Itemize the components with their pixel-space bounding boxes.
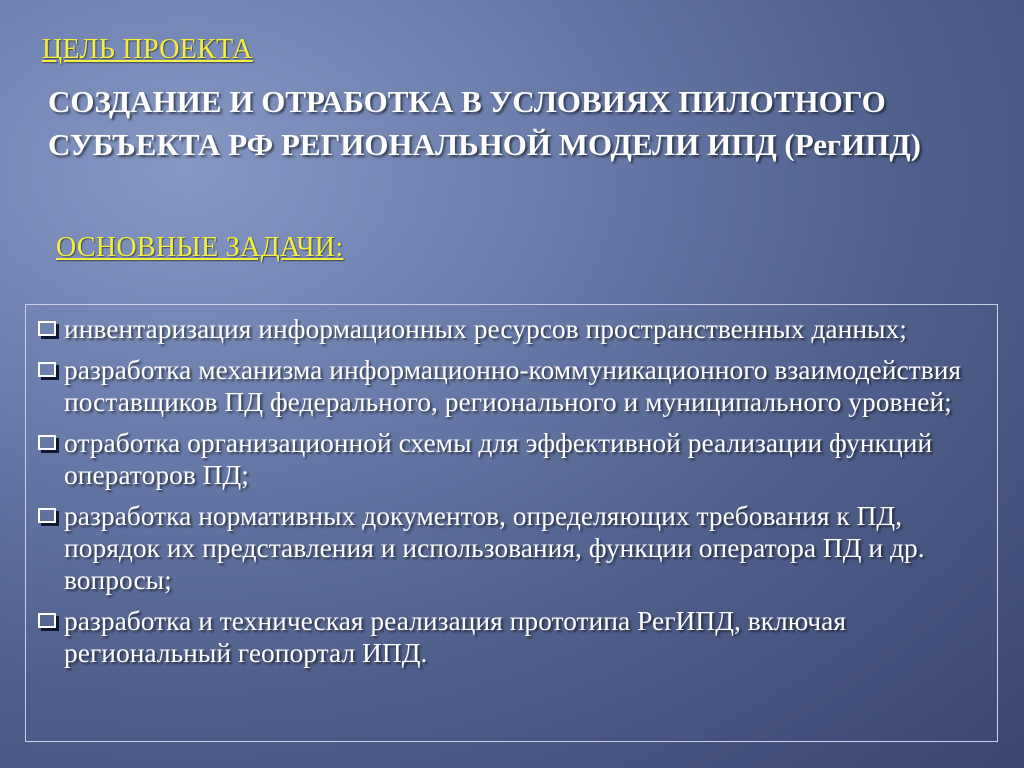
task-item xyxy=(38,605,983,669)
task-text: отработка организационной схемы для эффективной реализации функций операторов ПД; xyxy=(64,427,933,490)
checkbox-bullet-icon xyxy=(38,362,56,377)
checkbox-bullet-icon xyxy=(38,508,56,523)
checkbox-bullet-icon xyxy=(38,435,56,450)
task-item xyxy=(38,427,983,491)
tasks-heading: ОСНОВНЫЕ ЗАДАЧИ: xyxy=(56,232,344,263)
task-text: разработка механизма информационно-коммуникационного взаимодействия поставщиков ПД федерального, регионального и муниципального уровней; xyxy=(64,354,962,417)
task-item xyxy=(38,354,983,418)
checkbox-bullet-icon xyxy=(38,613,56,628)
task-text: разработка и техническая реализация прототипа РегИПД, включая региональный геопортал ИПД. xyxy=(64,605,846,668)
task-item xyxy=(38,500,983,596)
task-item xyxy=(38,313,983,345)
tasks-list xyxy=(25,304,998,742)
task-text: инвентаризация информационных ресурсов пространственных данных; xyxy=(64,313,907,344)
goal-heading: ЦЕЛЬ ПРОЕКТА xyxy=(42,34,253,65)
task-text: разработка нормативных документов, определяющих требования к ПД, порядок их представления и использования, функции оператора ПД и др. вопросы; xyxy=(64,500,925,595)
checkbox-bullet-icon xyxy=(38,321,56,336)
goal-text: СОЗДАНИЕ И ОТРАБОТКА В УСЛОВИЯХ ПИЛОТНОГО СУБЪЕКТА РФ РЕГИОНАЛЬНОЙ МОДЕЛИ ИПД (РегИПД) xyxy=(48,84,921,162)
